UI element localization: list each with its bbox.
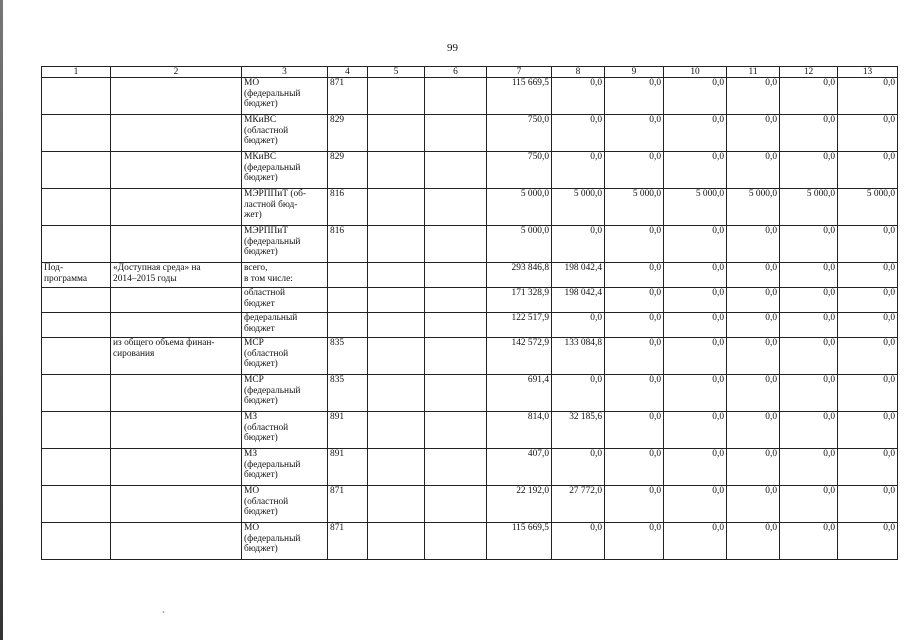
- table-row: [42, 412, 898, 449]
- amount-cell: 0,0: [727, 338, 780, 375]
- amount-cell: 0,0: [605, 152, 664, 189]
- amount-cell: 5 000,0: [780, 189, 838, 226]
- program-type-cell: [42, 486, 111, 523]
- column-5-cell: [368, 449, 425, 486]
- amount-cell: 0,0: [780, 152, 838, 189]
- amount-cell: 5 000,0: [838, 189, 898, 226]
- amount-cell: 0,0: [727, 115, 780, 152]
- column-6-cell: [425, 338, 487, 375]
- amount-cell: 0,0: [605, 523, 664, 560]
- amount-cell: 750,0: [487, 152, 552, 189]
- table-row: [42, 338, 898, 375]
- amount-cell: 407,0: [487, 449, 552, 486]
- amount-cell: 0,0: [780, 338, 838, 375]
- amount-cell: 0,0: [552, 226, 605, 263]
- amount-cell: 0,0: [552, 152, 605, 189]
- code-cell: 871: [328, 486, 368, 523]
- amount-cell: 0,0: [838, 115, 898, 152]
- program-name-cell: [111, 115, 242, 152]
- amount-cell: 5 000,0: [487, 226, 552, 263]
- column-5-cell: [368, 152, 425, 189]
- amount-cell: 0,0: [664, 486, 727, 523]
- amount-cell: 0,0: [664, 115, 727, 152]
- amount-cell: 5 000,0: [552, 189, 605, 226]
- program-type-cell: [42, 338, 111, 375]
- amount-cell: 0,0: [838, 78, 898, 115]
- amount-cell: 0,0: [605, 288, 664, 313]
- table-row: [42, 375, 898, 412]
- table-row: [42, 313, 898, 338]
- executor-cell: МКиВС (областной бюджет): [242, 115, 328, 152]
- program-name-cell: [111, 375, 242, 412]
- amount-cell: 0,0: [552, 523, 605, 560]
- program-type-cell: [42, 226, 111, 263]
- column-5-cell: [368, 313, 425, 338]
- amount-cell: 0,0: [552, 313, 605, 338]
- column-header: 8: [552, 67, 605, 78]
- amount-cell: 0,0: [727, 78, 780, 115]
- program-type-cell: [42, 375, 111, 412]
- program-name-cell: [111, 523, 242, 560]
- column-header: 4: [328, 67, 368, 78]
- column-6-cell: [425, 523, 487, 560]
- code-cell: [328, 313, 368, 338]
- amount-cell: 0,0: [780, 412, 838, 449]
- amount-cell: 0,0: [552, 115, 605, 152]
- amount-cell: 0,0: [838, 375, 898, 412]
- program-type-cell: Под- программа: [42, 263, 111, 288]
- amount-cell: 0,0: [780, 486, 838, 523]
- amount-cell: 0,0: [664, 226, 727, 263]
- amount-cell: 0,0: [664, 338, 727, 375]
- code-cell: [328, 263, 368, 288]
- code-cell: 891: [328, 412, 368, 449]
- executor-cell: МЭРППиТ (об- ластной бюд- жет): [242, 189, 328, 226]
- amount-cell: 0,0: [780, 288, 838, 313]
- program-name-cell: [111, 486, 242, 523]
- column-5-cell: [368, 486, 425, 523]
- table-row: [42, 263, 898, 288]
- column-5-cell: [368, 288, 425, 313]
- scan-speck: `: [162, 610, 165, 620]
- amount-cell: 0,0: [605, 115, 664, 152]
- amount-cell: 0,0: [780, 375, 838, 412]
- amount-cell: 0,0: [605, 78, 664, 115]
- amount-cell: 5 000,0: [487, 189, 552, 226]
- program-name-cell: [111, 313, 242, 338]
- amount-cell: 0,0: [727, 313, 780, 338]
- amount-cell: 0,0: [664, 313, 727, 338]
- amount-cell: 115 669,5: [487, 523, 552, 560]
- executor-cell: МЗ (областной бюджет): [242, 412, 328, 449]
- table-row: [42, 78, 898, 115]
- amount-cell: 0,0: [838, 313, 898, 338]
- amount-cell: 0,0: [605, 486, 664, 523]
- amount-cell: 0,0: [664, 152, 727, 189]
- amount-cell: 0,0: [780, 226, 838, 263]
- amount-cell: 0,0: [552, 449, 605, 486]
- column-6-cell: [425, 115, 487, 152]
- amount-cell: 0,0: [838, 338, 898, 375]
- table-row: [42, 523, 898, 560]
- amount-cell: 0,0: [780, 115, 838, 152]
- binder-edge: [0, 0, 3, 640]
- executor-cell: МСР (федеральный бюджет): [242, 375, 328, 412]
- program-type-cell: [42, 412, 111, 449]
- column-5-cell: [368, 78, 425, 115]
- program-name-cell: [111, 152, 242, 189]
- table-row: [42, 115, 898, 152]
- program-type-cell: [42, 288, 111, 313]
- amount-cell: 122 517,9: [487, 313, 552, 338]
- amount-cell: 0,0: [664, 412, 727, 449]
- amount-cell: 0,0: [727, 263, 780, 288]
- amount-cell: 142 572,9: [487, 338, 552, 375]
- column-6-cell: [425, 313, 487, 338]
- table-row: [42, 226, 898, 263]
- amount-cell: 0,0: [605, 263, 664, 288]
- amount-cell: 0,0: [838, 486, 898, 523]
- column-5-cell: [368, 338, 425, 375]
- amount-cell: 0,0: [780, 78, 838, 115]
- table-row: [42, 152, 898, 189]
- amount-cell: 293 846,8: [487, 263, 552, 288]
- program-name-cell: [111, 189, 242, 226]
- executor-cell: всего, в том числе:: [242, 263, 328, 288]
- amount-cell: 0,0: [727, 449, 780, 486]
- program-type-cell: [42, 313, 111, 338]
- code-cell: 891: [328, 449, 368, 486]
- amount-cell: 0,0: [727, 375, 780, 412]
- amount-cell: 0,0: [552, 78, 605, 115]
- amount-cell: 0,0: [780, 313, 838, 338]
- executor-cell: МЭРППиТ (федеральный бюджет): [242, 226, 328, 263]
- amount-cell: 0,0: [664, 375, 727, 412]
- column-6-cell: [425, 412, 487, 449]
- amount-cell: 0,0: [605, 338, 664, 375]
- program-name-cell: [111, 288, 242, 313]
- amount-cell: 0,0: [838, 263, 898, 288]
- table-body: [42, 78, 898, 560]
- column-header: 5: [368, 67, 425, 78]
- column-6-cell: [425, 449, 487, 486]
- program-type-cell: [42, 523, 111, 560]
- amount-cell: 0,0: [727, 523, 780, 560]
- column-header: 12: [780, 67, 838, 78]
- amount-cell: 0,0: [727, 226, 780, 263]
- code-cell: 835: [328, 375, 368, 412]
- budget-table: [41, 66, 898, 560]
- amount-cell: 5 000,0: [727, 189, 780, 226]
- amount-cell: 22 192,0: [487, 486, 552, 523]
- amount-cell: 0,0: [780, 523, 838, 560]
- amount-cell: 5 000,0: [605, 189, 664, 226]
- amount-cell: 0,0: [838, 288, 898, 313]
- amount-cell: 0,0: [838, 412, 898, 449]
- amount-cell: 0,0: [605, 375, 664, 412]
- executor-cell: МО (федеральный бюджет): [242, 523, 328, 560]
- amount-cell: 0,0: [838, 449, 898, 486]
- column-number-row: [42, 67, 898, 78]
- program-name-cell: [111, 449, 242, 486]
- amount-cell: 0,0: [838, 523, 898, 560]
- amount-cell: 5 000,0: [664, 189, 727, 226]
- code-cell: 829: [328, 152, 368, 189]
- column-6-cell: [425, 263, 487, 288]
- amount-cell: 0,0: [838, 226, 898, 263]
- amount-cell: 0,0: [664, 78, 727, 115]
- column-header: 2: [111, 67, 242, 78]
- code-cell: 816: [328, 189, 368, 226]
- amount-cell: 750,0: [487, 115, 552, 152]
- amount-cell: 691,4: [487, 375, 552, 412]
- amount-cell: 0,0: [605, 313, 664, 338]
- amount-cell: 0,0: [552, 375, 605, 412]
- amount-cell: 0,0: [727, 412, 780, 449]
- executor-cell: МКиВС (федеральный бюджет): [242, 152, 328, 189]
- column-header: 11: [727, 67, 780, 78]
- column-5-cell: [368, 189, 425, 226]
- column-6-cell: [425, 189, 487, 226]
- code-cell: 829: [328, 115, 368, 152]
- column-6-cell: [425, 78, 487, 115]
- code-cell: 816: [328, 226, 368, 263]
- program-type-cell: [42, 449, 111, 486]
- table-row: [42, 189, 898, 226]
- executor-cell: МСР (областной бюджет): [242, 338, 328, 375]
- program-type-cell: [42, 115, 111, 152]
- amount-cell: 0,0: [605, 226, 664, 263]
- amount-cell: 814,0: [487, 412, 552, 449]
- amount-cell: 0,0: [727, 152, 780, 189]
- column-5-cell: [368, 263, 425, 288]
- table-row: [42, 449, 898, 486]
- column-header: 3: [242, 67, 328, 78]
- column-header: 7: [487, 67, 552, 78]
- column-5-cell: [368, 115, 425, 152]
- code-cell: 871: [328, 78, 368, 115]
- code-cell: 835: [328, 338, 368, 375]
- amount-cell: 0,0: [664, 288, 727, 313]
- executor-cell: МЗ (федеральный бюджет): [242, 449, 328, 486]
- program-type-cell: [42, 78, 111, 115]
- amount-cell: 32 185,6: [552, 412, 605, 449]
- program-name-cell: из общего объема финан- сирования: [111, 338, 242, 375]
- program-type-cell: [42, 152, 111, 189]
- column-header: 6: [425, 67, 487, 78]
- amount-cell: 0,0: [664, 263, 727, 288]
- column-6-cell: [425, 152, 487, 189]
- amount-cell: 0,0: [605, 449, 664, 486]
- column-6-cell: [425, 288, 487, 313]
- amount-cell: 198 042,4: [552, 263, 605, 288]
- amount-cell: 0,0: [664, 523, 727, 560]
- program-name-cell: [111, 226, 242, 263]
- amount-cell: 0,0: [727, 486, 780, 523]
- column-5-cell: [368, 412, 425, 449]
- column-6-cell: [425, 226, 487, 263]
- column-5-cell: [368, 523, 425, 560]
- column-header: 13: [838, 67, 898, 78]
- amount-cell: 0,0: [838, 152, 898, 189]
- amount-cell: 198 042,4: [552, 288, 605, 313]
- executor-cell: МО (областной бюджет): [242, 486, 328, 523]
- program-name-cell: «Доступная среда» на 2014–2015 годы: [111, 263, 242, 288]
- column-header: 9: [605, 67, 664, 78]
- amount-cell: 0,0: [780, 263, 838, 288]
- executor-cell: областной бюджет: [242, 288, 328, 313]
- page-number: 99: [447, 42, 458, 54]
- column-header: 1: [42, 67, 111, 78]
- amount-cell: 0,0: [664, 449, 727, 486]
- table-row: [42, 486, 898, 523]
- amount-cell: 171 328,9: [487, 288, 552, 313]
- column-6-cell: [425, 375, 487, 412]
- column-6-cell: [425, 486, 487, 523]
- amount-cell: 133 084,8: [552, 338, 605, 375]
- amount-cell: 0,0: [605, 412, 664, 449]
- executor-cell: МО (федеральный бюджет): [242, 78, 328, 115]
- executor-cell: федеральный бюджет: [242, 313, 328, 338]
- amount-cell: 0,0: [780, 449, 838, 486]
- program-type-cell: [42, 189, 111, 226]
- column-header: 10: [664, 67, 727, 78]
- program-name-cell: [111, 78, 242, 115]
- column-5-cell: [368, 226, 425, 263]
- amount-cell: 0,0: [727, 288, 780, 313]
- table-row: [42, 288, 898, 313]
- code-cell: [328, 288, 368, 313]
- program-name-cell: [111, 412, 242, 449]
- column-5-cell: [368, 375, 425, 412]
- amount-cell: 27 772,0: [552, 486, 605, 523]
- code-cell: 871: [328, 523, 368, 560]
- amount-cell: 115 669,5: [487, 78, 552, 115]
